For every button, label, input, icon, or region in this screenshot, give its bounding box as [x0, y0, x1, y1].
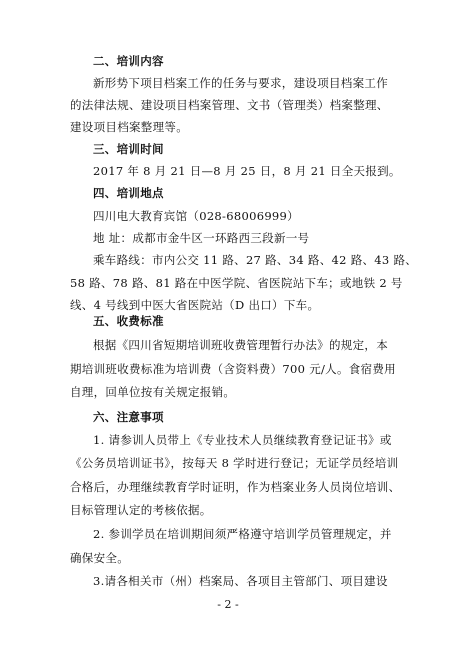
- section-heading-fees: 五、收费标准: [93, 314, 164, 328]
- paragraph-line: 3.请各相关市（州）档案局、各项目主管部门、项目建设: [93, 574, 388, 588]
- paragraph-line: 2017 年 8 月 21 日—8 月 25 日，8 月 21 日全天报到。: [93, 164, 401, 178]
- paragraph-line: 1. 请参训人员带上《专业技术人员继续教育登记证书》或: [93, 433, 392, 447]
- paragraph-line: 合格后，办理继续教育学时证明，作为档案业务人员岗位培训、: [70, 480, 401, 494]
- transport-line: 乘车路线：市内公交 11 路、27 路、34 路、42 路、43 路、: [93, 253, 418, 267]
- paragraph-line: 建设项目档案整理等。: [70, 120, 188, 134]
- transport-line: 线、4 号线到中医大省医院站（D 出口）下车。: [70, 298, 320, 312]
- venue-line: 四川电大教育宾馆（028-68006999）: [93, 209, 299, 223]
- paragraph-line: 根据《四川省短期培训班收费管理暂行办法》的规定，本: [93, 338, 388, 352]
- paragraph-line: 的法律法规、建设项目档案管理、文书（管理类）档案整理、: [70, 98, 389, 112]
- paragraph-line: 2. 参训学员在培训期间须严格遵守培训学员管理规定，并: [93, 527, 392, 541]
- section-heading-time: 三、培训时间: [93, 142, 164, 156]
- paragraph-line: 《公务员培训证书》，按每天 8 学时进行登记；无证学员经培训: [70, 456, 399, 470]
- section-heading-notes: 六、注意事项: [93, 410, 164, 424]
- paragraph-line: 期培训班收费标准为培训费（含资料费）700 元/人。食宿费用: [70, 362, 396, 376]
- address-line: 地 址：成都市金牛区一环路西三段新一号: [93, 231, 310, 245]
- paragraph-line: 新形势下项目档案工作的任务与要求，建设项目档案工作: [93, 76, 388, 90]
- page-number: - 2 -: [217, 598, 239, 611]
- paragraph-line: 确保安全。: [70, 551, 129, 565]
- section-heading-content: 二、培训内容: [93, 54, 164, 68]
- section-heading-location: 四、培训地点: [93, 186, 164, 200]
- paragraph-line: 目标管理认定的考核依据。: [70, 503, 212, 517]
- transport-line: 58 路、78 路、81 路在中医学院、省医院站下车；或地铁 2 号: [70, 276, 403, 290]
- paragraph-line: 自理，回单位按有关规定报销。: [70, 385, 236, 399]
